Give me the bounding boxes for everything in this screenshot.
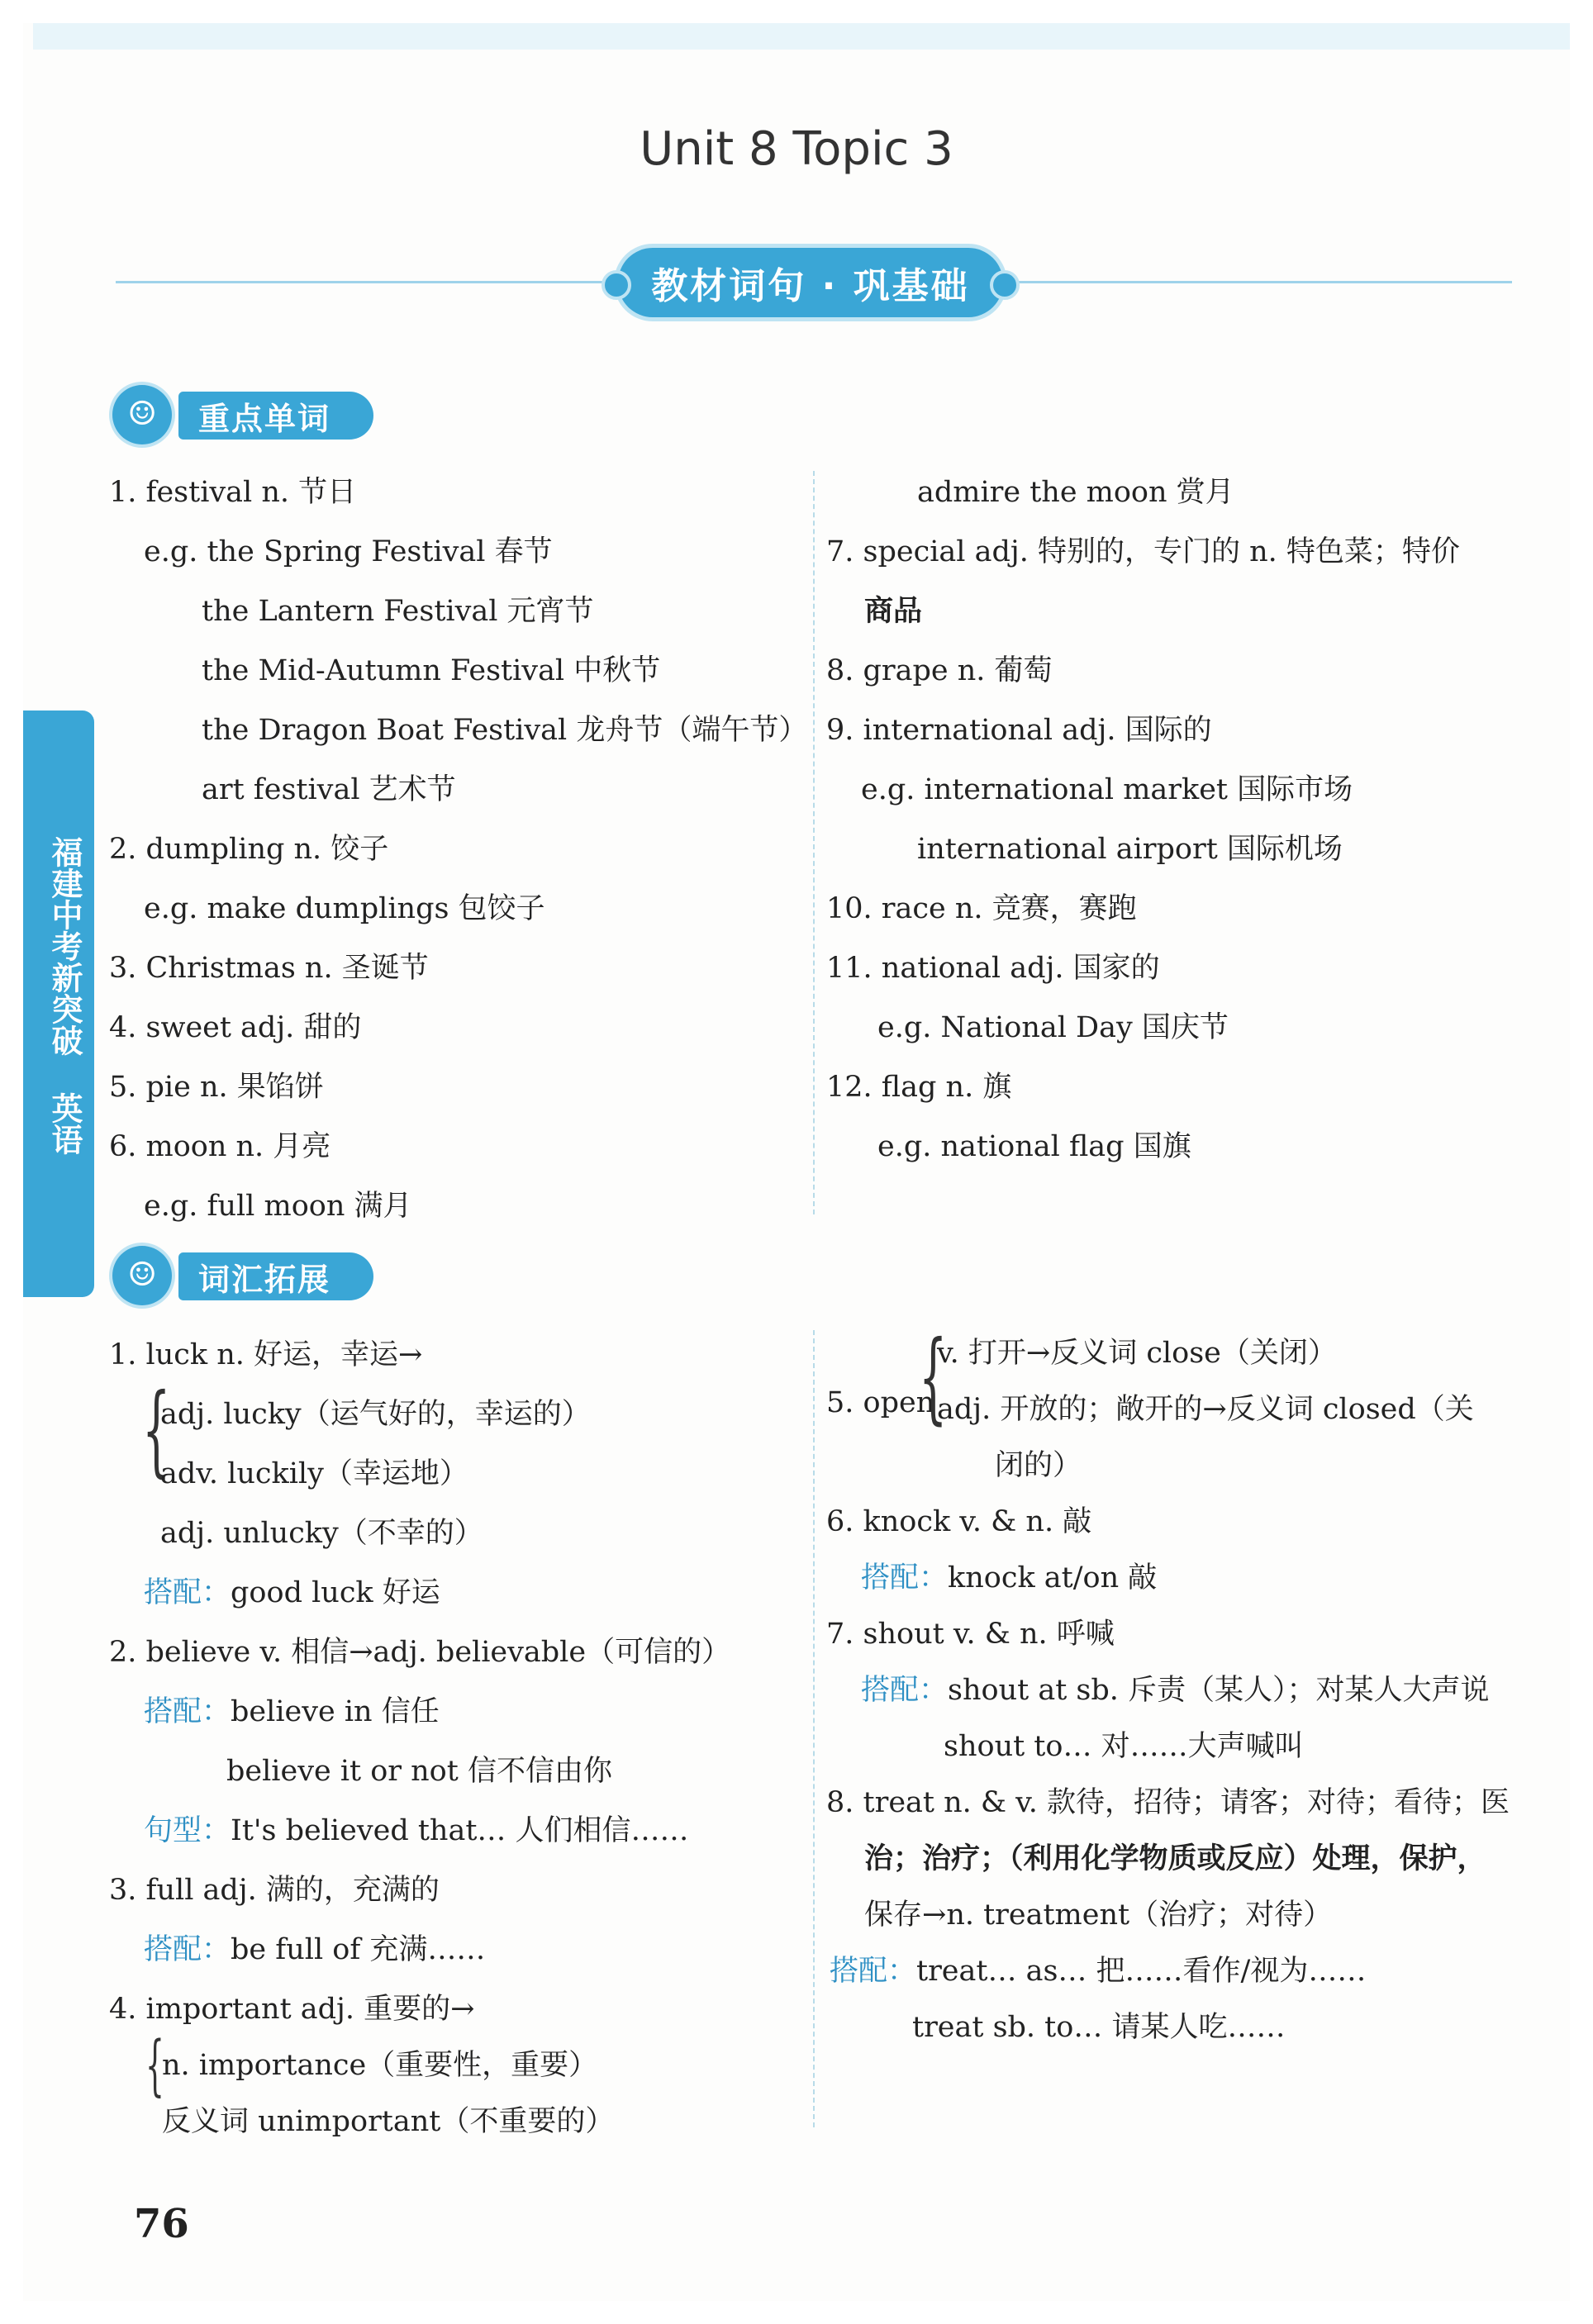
ex-right-tag-7: 搭配： xyxy=(861,1674,949,1707)
kw-line-7: 2. dumpling n. 饺子 xyxy=(109,833,389,866)
ex-line-1: 1. luck n. 好运，幸运→ xyxy=(109,1338,423,1371)
kw-line-11: 5. pie n. 果馅饼 xyxy=(109,1071,324,1104)
kw-line-9: 3. Christmas n. 圣诞节 xyxy=(109,952,429,985)
ex-tag-11: 搭配： xyxy=(144,1933,231,1966)
kw-line-4: the Mid-Autumn Festival 中秋节 xyxy=(202,654,661,687)
banner-dot-right xyxy=(990,270,1020,300)
kw-line-1: 1. festival n. 节日 xyxy=(109,476,357,509)
ex-line-9: It's believed that… 人们相信…… xyxy=(231,1814,689,1847)
kw-right-1: admire the moon 赏月 xyxy=(917,476,1234,509)
expansion-header xyxy=(112,1246,377,1305)
ex-tag-9: 句型： xyxy=(144,1814,231,1847)
ex-line-6: 2. believe v. 相信→adj. believable（可信的） xyxy=(109,1636,731,1669)
ex-right-10: 治；治疗；（利用化学物质或反应）处理，保护， xyxy=(864,1842,1486,1875)
banner-dot-left xyxy=(602,270,631,300)
kw-line-3: the Lantern Festival 元宵节 xyxy=(202,595,594,628)
ex-line-3: adv. luckily（幸运地） xyxy=(160,1457,468,1490)
kw-line-13: e.g. full moon 满月 xyxy=(144,1190,412,1223)
ex-right-tag-5: 搭配： xyxy=(861,1561,949,1594)
ex-line-12: 4. important adj. 重要的→ xyxy=(109,1993,475,2026)
ex-right-4: 6. knock v. & n. 敲 xyxy=(826,1505,1092,1538)
key-words-icon-circle xyxy=(112,385,172,444)
ex-line-13: n. importance（重要性，重要） xyxy=(162,2049,598,2082)
kw-right-2: 7. special adj. 特别的，专门的 n. 特色菜；特价 xyxy=(826,535,1460,568)
ex-right-1: v. 打开→反义词 close（关闭） xyxy=(937,1337,1337,1370)
ex-line-4: adj. unlucky（不幸的） xyxy=(160,1517,483,1550)
ex-line-10: 3. full adj. 满的，充满的 xyxy=(109,1874,440,1907)
kw-line-8: e.g. make dumplings 包饺子 xyxy=(144,892,545,925)
column-divider-top xyxy=(813,471,815,1214)
brace-important: { xyxy=(145,2027,164,2103)
ex-tag-5: 搭配： xyxy=(144,1576,231,1609)
banner-title: 教材词句 · 巩基础 xyxy=(651,265,970,307)
kw-right-12: e.g. national flag 国旗 xyxy=(877,1130,1191,1163)
banner-line-right xyxy=(1018,281,1512,283)
kw-right-5: 9. international adj. 国际的 xyxy=(826,714,1212,747)
kw-right-6: e.g. international market 国际市场 xyxy=(861,773,1353,806)
top-strip xyxy=(33,23,1570,50)
ex-right-6: 7. shout v. & n. 呼喊 xyxy=(826,1618,1115,1651)
ex-right-9: 8. treat n. & v. 款待，招待；请客；对待；看待；医 xyxy=(826,1786,1510,1819)
kw-right-10: e.g. National Day 国庆节 xyxy=(877,1011,1229,1044)
ex-right-8: shout to… 对……大声喊叫 xyxy=(944,1730,1304,1763)
ex-line-5: good luck 好运 xyxy=(231,1576,440,1609)
person-icon: ☺ xyxy=(127,1256,157,1294)
ex-right-5: knock at/on 敲 xyxy=(948,1561,1158,1594)
ex-right-tag-12: 搭配： xyxy=(830,1955,917,1988)
section-banner xyxy=(618,248,1003,317)
kw-line-10: 4. sweet adj. 甜的 xyxy=(109,1011,362,1044)
key-words-header xyxy=(112,385,377,444)
ex-line-8: believe it or not 信不信由你 xyxy=(226,1755,612,1788)
ex-right-11: 保存→n. treatment（治疗；对待） xyxy=(864,1899,1333,1932)
kw-right-8: 10. race n. 竞赛，赛跑 xyxy=(826,892,1137,925)
unit-title: Unit 8 Topic 3 xyxy=(640,122,953,176)
kw-right-9: 11. national adj. 国家的 xyxy=(826,952,1160,985)
kw-right-3: 商品 xyxy=(864,595,923,628)
kw-line-6: art festival 艺术节 xyxy=(202,773,456,806)
ex-right-13: treat sb. to… 请某人吃…… xyxy=(912,2011,1286,2044)
column-divider-bottom xyxy=(813,1330,815,2127)
key-words-title: 重点单词 xyxy=(198,400,331,437)
page-number: 76 xyxy=(134,2201,189,2247)
ex-right-7: shout at sb. 斥责（某人）；对某人大声说 xyxy=(948,1674,1490,1707)
ex-line-7: believe in 信任 xyxy=(231,1695,440,1728)
brace-open: { xyxy=(919,1320,948,1435)
ex-line-2: adj. lucky（运气好的，幸运的） xyxy=(160,1398,591,1431)
ex-right-12: treat… as… 把……看作/视为…… xyxy=(916,1955,1367,1988)
kw-line-2: e.g. the Spring Festival 春节 xyxy=(144,535,553,568)
ex-right-2a: 5. open xyxy=(826,1386,935,1419)
ex-tag-7: 搭配： xyxy=(144,1695,231,1728)
person-icon: ☺ xyxy=(127,395,157,433)
expansion-icon-circle xyxy=(112,1246,172,1305)
brace-luck: { xyxy=(142,1373,171,1488)
ex-line-14: 反义词 unimportant（不重要的） xyxy=(162,2105,615,2138)
expansion-title: 词汇拓展 xyxy=(198,1261,331,1298)
kw-right-11: 12. flag n. 旗 xyxy=(826,1071,1012,1104)
side-tab-label: 福建中考新突破 英语 xyxy=(46,836,83,1155)
key-words-bar xyxy=(178,392,373,440)
ex-right-2: adj. 开放的；敞开的→反义词 closed（关 xyxy=(937,1393,1474,1426)
kw-line-5: the Dragon Boat Festival 龙舟节（端午节） xyxy=(202,714,808,747)
expansion-bar xyxy=(178,1252,373,1300)
kw-right-7: international airport 国际机场 xyxy=(917,833,1343,866)
kw-line-12: 6. moon n. 月亮 xyxy=(109,1130,331,1163)
ex-line-11: be full of 充满…… xyxy=(231,1933,486,1966)
kw-right-4: 8. grape n. 葡萄 xyxy=(826,654,1053,687)
banner-line-left xyxy=(116,281,603,283)
ex-right-3: 闭的） xyxy=(995,1449,1082,1482)
